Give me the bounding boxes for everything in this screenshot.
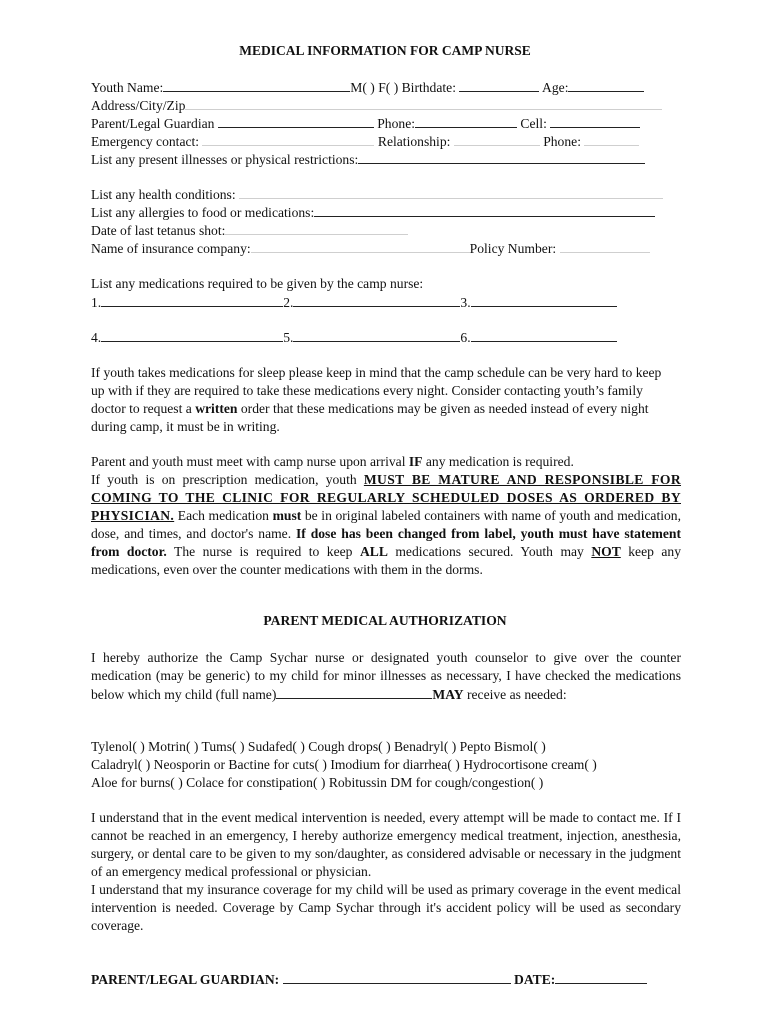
med-3-label: 3.: [460, 295, 471, 310]
rx-must: must: [272, 508, 302, 523]
health-row: [91, 185, 663, 204]
med-1-field[interactable]: [101, 293, 283, 307]
rx-text-e: be in original labeled containers with name of youth and medication, dose, and times, and doctor's name.: [91, 508, 681, 541]
cell-label: Cell:: [520, 116, 547, 131]
otc-line-1[interactable]: Tylenol( ) Motrin( ) Tums( ) Sudafed( ) Cough drops( ) Benadryl( ) Pepto Bismol( ): [91, 739, 546, 754]
rx-text-k: keep any medications, even over the counter medications with them in the dorms.: [91, 544, 681, 577]
allergies-row: [91, 203, 655, 222]
otc-line-3[interactable]: Aloe for burns( ) Colace for constipation( ) Robitussin DM for cough/congestion( ): [91, 775, 544, 790]
rx-all: ALL: [359, 544, 388, 559]
consent-text-1: I understand that in the event medical intervention is needed, every attempt will be made to contact me. If I cannot be reached in an emergency, I hereby authorize emergency medical treatment, injection, anesthesia, surgery, or dental care to be given to my son/daughter, as considered advisable or necessary in the judgment of an emergency medical professional or physician.: [91, 810, 681, 879]
meds-row-1: [91, 293, 617, 312]
insurance-row: [91, 239, 650, 258]
allergies-label: List any allergies to food or medications:: [91, 205, 315, 220]
guardian-row: [91, 114, 640, 133]
illness-row: [91, 150, 645, 169]
policy-label: Policy Number:: [469, 241, 557, 256]
guardian-signature-field[interactable]: [283, 970, 511, 984]
otc-line-2[interactable]: Caladryl( ) Neosporin or Bactine for cuts( ) Imodium for diarrhea( ) Hydrocortisone cream( ): [91, 757, 597, 772]
rx-text-c: Each medication: [174, 508, 273, 523]
emergency-label: Emergency contact:: [91, 134, 200, 149]
med-3-field[interactable]: [471, 293, 617, 307]
rx-mature-notice: MUST BE MATURE AND RESPONSIBLE FOR COMING TO THE CLINIC FOR REGULARLY SCHEDULED DOSES AS ORDERED BY PHYSICIAN.: [91, 472, 682, 523]
address-field[interactable]: [185, 96, 662, 110]
illness-field[interactable]: [358, 150, 645, 164]
med-2-field[interactable]: [293, 293, 460, 307]
prescription-paragraph: [91, 471, 681, 579]
arrival-if: IF: [408, 454, 423, 469]
youth-name-label: Youth Name:: [91, 80, 164, 95]
insurance-field[interactable]: [251, 239, 470, 253]
policy-field[interactable]: [560, 239, 650, 253]
med-2-label: 2.: [283, 295, 294, 310]
date-label: DATE:: [514, 972, 556, 987]
form-title: MEDICAL INFORMATION FOR CAMP NURSE: [239, 43, 531, 58]
arrival-text-end: any medication is required.: [422, 454, 574, 469]
emergency-field[interactable]: [202, 132, 374, 146]
age-label: Age:: [542, 80, 569, 95]
tetanus-row: [91, 221, 408, 240]
sleep-written: written: [195, 401, 238, 416]
guardian-label: Parent/Legal Guardian: [91, 116, 215, 131]
health-label: List any health conditions:: [91, 187, 236, 202]
med-4-field[interactable]: [101, 328, 283, 342]
med-6-field[interactable]: [471, 328, 617, 342]
rx-dose-changed: If dose has been changed from label, youth must have statement from doctor.: [91, 526, 681, 559]
emergency-phone-field[interactable]: [584, 132, 639, 146]
meds-heading: List any medications required to be given by the camp nurse:: [91, 276, 424, 291]
med-6-label: 6.: [460, 330, 471, 345]
rx-text-i: medications secured. Youth may: [387, 544, 592, 559]
youth-name-field[interactable]: [163, 78, 350, 92]
illness-label: List any present illnesses or physical restrictions:: [91, 152, 359, 167]
tetanus-field[interactable]: [225, 221, 408, 235]
age-field[interactable]: [568, 78, 644, 92]
auth-text: I hereby authorize the Camp Sychar nurse or designated youth counselor to give over the counter medication (may be generic) to my child for minor illnesses as necessary, I have checked the medications below which my child (full name): [91, 650, 681, 702]
emergency-phone-label: Phone:: [543, 134, 581, 149]
allergies-field[interactable]: [314, 203, 655, 217]
section-title: PARENT MEDICAL AUTHORIZATION: [263, 613, 507, 628]
rx-text-g: The nurse is required to keep: [166, 544, 360, 559]
sleep-paragraph: [91, 364, 677, 436]
guardian-phone-field[interactable]: [415, 114, 517, 128]
cell-field[interactable]: [550, 114, 640, 128]
relationship-field[interactable]: [454, 132, 540, 146]
signature-row: [91, 970, 647, 989]
guardian-field[interactable]: [218, 114, 374, 128]
auth-may: MAY: [432, 687, 464, 702]
relationship-label: Relationship:: [377, 134, 451, 149]
authorization-paragraph: [91, 649, 681, 704]
med-5-label: 5.: [283, 330, 294, 345]
arrival-paragraph: [91, 453, 681, 471]
address-label: Address/City/Zip: [91, 98, 186, 113]
rx-text-a: If youth is on prescription medication, youth: [91, 472, 364, 487]
auth-text-end: receive as needed:: [463, 687, 567, 702]
consent-text-2: I understand that my insurance coverage for my child will be used as primary coverage in the event medical intervention is needed. Coverage by Camp Sychar through it's accident policy will be used as secondary coverage.: [91, 882, 681, 933]
birthdate-field[interactable]: [459, 78, 539, 92]
guardian-signature-label: PARENT/LEGAL GUARDIAN:: [91, 972, 280, 987]
child-full-name-field[interactable]: [276, 685, 432, 699]
med-5-field[interactable]: [293, 328, 460, 342]
guardian-phone-label: Phone:: [377, 116, 416, 131]
emergency-row: [91, 132, 639, 151]
tetanus-label: Date of last tetanus shot:: [91, 223, 226, 238]
health-field[interactable]: [239, 185, 663, 199]
meds-row-2: [91, 328, 617, 347]
date-field[interactable]: [555, 970, 647, 984]
consent-paragraph: [91, 809, 681, 935]
med-4-label: 4.: [91, 330, 102, 345]
insurance-label: Name of insurance company:: [91, 241, 251, 256]
address-row: [91, 96, 662, 115]
sleep-text: If youth takes medications for sleep please keep in mind that the camp schedule can be very hard to keep up with if they are required to take these medications every night. Consider contacting youth’s family doctor to request a: [91, 365, 662, 416]
sex-birthdate-label: M( ) F( ) Birthdate:: [350, 80, 456, 95]
sleep-text-end: order that these medications may be given as needed instead of every night during camp, it must be in writing.: [91, 401, 649, 434]
arrival-text: Parent and youth must meet with camp nurse upon arrival: [91, 454, 409, 469]
rx-not: NOT: [591, 544, 621, 559]
med-1-label: 1.: [91, 295, 102, 310]
youth-name-row: [91, 78, 644, 97]
